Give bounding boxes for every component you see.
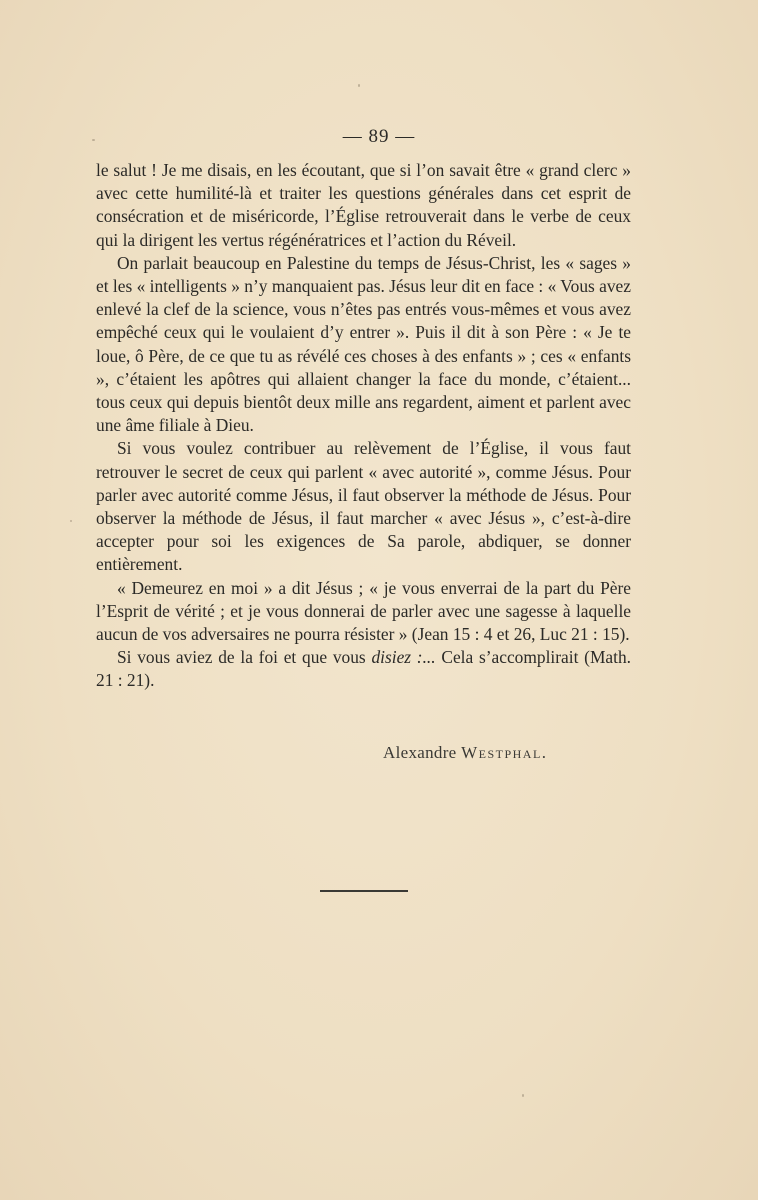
end-rule xyxy=(320,890,408,892)
paper-speck xyxy=(358,84,360,87)
paragraph-5-italic: disiez :... xyxy=(371,647,436,668)
paragraph-1: le salut ! Je me disais, en les écoutant, que si l’on savait être « grand clerc » avec cette humilité-là et traiter les questions générales dans cet esprit de consécration et de miséricorde, l’Église retrouverait dans le verbe de ceux qui la dirigent les vertus régénératrices et l’action du Réveil. xyxy=(96,160,631,250)
paper-speck xyxy=(522,1094,524,1097)
paragraph-5-end: Cela s’accomplirait (Math. 21 : 21). xyxy=(96,647,632,691)
author-signature xyxy=(383,743,548,763)
paragraph-2: On parlait beaucoup en Palestine du temps de Jésus-Christ, les « sages » et les « intelligents » n’y manquaient pas. Jésus leur dit en face : « Vous avez enlevé la clef de la science, vous n’êtes pas entrés vous-mêmes et vous avez empêché ceux qui le voulaient d’y entrer ». Puis il dit à son Père : « Je te loue, ô Père, de ce que tu as révélé ces choses à des enfants » ; ces « enfants », c’étaient les apôtres qui allaient changer la face du monde, c’étaient... tous ceux qui depuis bientôt deux mille ans regardent, aiment et parlent avec une âme filiale à Dieu. xyxy=(96,252,631,436)
author-surname: Westphal. xyxy=(461,743,548,762)
paper-speck xyxy=(70,520,72,522)
page-number: — 89 — xyxy=(342,126,416,147)
author-first-name: Alexandre xyxy=(383,743,457,762)
paragraph-3: Si vous voulez contribuer au relèvement de l’Église, il vous faut retrouver le secret de ceux qui parlent « avec autorité », comme Jésus. Pour parler avec autorité comme Jésus, il faut observer la méthode de Jésus. Pour observer la méthode de Jésus, il faut marcher « avec Jésus », c’est-à-dire accepter pour soi les exigences de Sa parole, abdiquer, se donner entièrement. xyxy=(96,438,631,575)
paragraph-5-start: Si vous aviez de la foi et que vous xyxy=(117,647,372,668)
paragraph-4: « Demeurez en moi » a dit Jésus ; « je vous enverrai de la part du Père l’Esprit de vérité ; et je vous donnerai de parler avec une sagesse à laquelle aucun de vos adversaires ne pourra résister » (Jean 15 : 4 et 26, Luc 21 : 15). xyxy=(96,577,631,645)
body-text xyxy=(96,159,631,693)
paragraph-5 xyxy=(96,646,631,692)
paper-speck xyxy=(92,139,95,141)
